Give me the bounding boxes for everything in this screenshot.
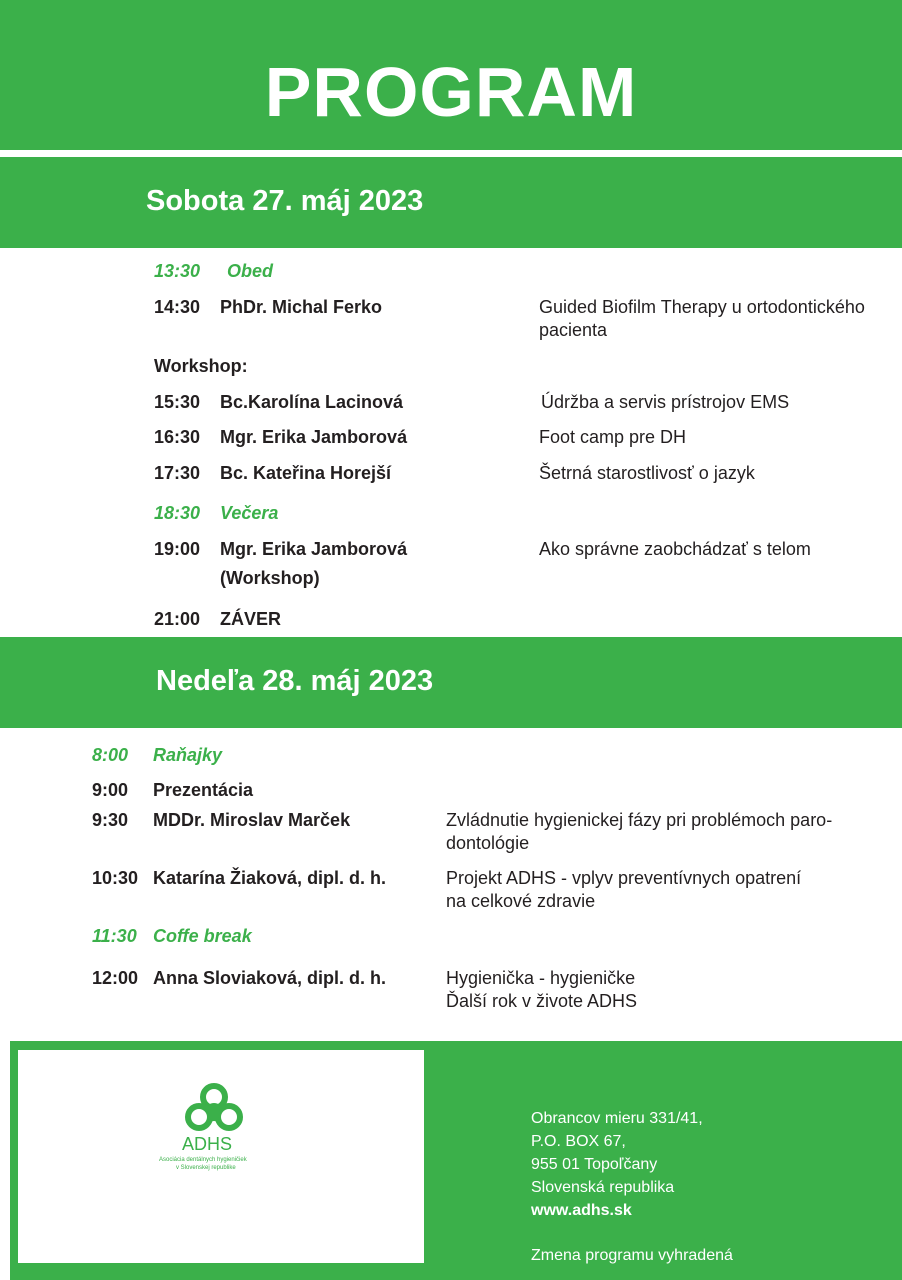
item-speaker: Bc. Kateřina Horejší bbox=[220, 463, 392, 483]
dinner-time: 18:30 bbox=[154, 503, 201, 523]
item-speaker: Prezentácia bbox=[153, 780, 254, 800]
day2-heading: Nedeľa 28. máj 2023 bbox=[156, 665, 434, 697]
item-time: 9:00 bbox=[92, 780, 129, 800]
address-line: P.O. BOX 67, bbox=[531, 1133, 626, 1150]
program-note: Zmena programu vyhradená bbox=[531, 1247, 733, 1264]
logo-panel bbox=[18, 1050, 424, 1263]
item-topic-cont: dontológie bbox=[446, 833, 530, 853]
breakfast-label: Raňajky bbox=[153, 745, 223, 765]
item-time: 14:30 bbox=[154, 297, 201, 317]
item-topic-cont: pacienta bbox=[539, 320, 608, 340]
item-speaker: PhDr. Michal Ferko bbox=[220, 297, 383, 317]
address-line: Obrancov mieru 331/41, bbox=[531, 1110, 703, 1127]
item-speaker: Katarína Žiaková, dipl. d. h. bbox=[153, 868, 387, 888]
logo-name: ADHS bbox=[182, 1134, 233, 1154]
dinner-label: Večera bbox=[220, 503, 279, 523]
item-topic: Údržba a servis prístrojov EMS bbox=[541, 392, 790, 412]
item-topic: Guided Biofilm Therapy u ortodontického bbox=[539, 297, 865, 317]
item-time: 16:30 bbox=[154, 427, 201, 447]
day2-band bbox=[0, 637, 902, 728]
day1-band bbox=[0, 157, 902, 248]
item-topic: Foot camp pre DH bbox=[539, 427, 687, 447]
lunch-label: Obed bbox=[227, 261, 274, 281]
item-time: 9:30 bbox=[92, 810, 129, 830]
page-title: PROGRAM bbox=[264, 53, 638, 131]
logo-subtitle: v Slovenskej republike bbox=[176, 1165, 236, 1171]
item-speaker-cont: (Workshop) bbox=[220, 568, 320, 588]
item-speaker: Mgr. Erika Jamborová bbox=[220, 427, 408, 447]
day1-heading: Sobota 27. máj 2023 bbox=[146, 185, 424, 217]
coffee-time: 11:30 bbox=[92, 926, 137, 946]
breakfast-time: 8:00 bbox=[92, 745, 129, 765]
item-topic-cont: Ďalší rok v živote ADHS bbox=[446, 991, 638, 1011]
item-time: 12:00 bbox=[92, 968, 139, 988]
address-line: Slovenská republika bbox=[531, 1179, 675, 1196]
item-speaker: Anna Sloviaková, dipl. d. h. bbox=[153, 968, 387, 988]
address-line: 955 01 Topoľčany bbox=[531, 1156, 658, 1173]
workshop-label: Workshop: bbox=[154, 356, 248, 376]
item-time: 17:30 bbox=[154, 463, 201, 483]
item-topic: Šetrná starostlivosť o jazyk bbox=[539, 463, 755, 483]
website-link[interactable]: www.adhs.sk bbox=[531, 1202, 632, 1219]
item-time: 21:00 bbox=[154, 609, 201, 629]
coffee-label: Coffe break bbox=[153, 926, 252, 946]
item-time: 19:00 bbox=[154, 539, 201, 559]
item-time: 15:30 bbox=[154, 392, 201, 412]
item-topic: Zvládnutie hygienickej fázy pri problémoch paro- bbox=[446, 810, 833, 830]
logo-subtitle: Asociácia dentálnych hygieničiek bbox=[159, 1157, 247, 1163]
lunch-time: 13:30 bbox=[154, 261, 201, 281]
item-speaker: MDDr. Miroslav Marček bbox=[153, 810, 351, 830]
item-topic-cont: na celkové zdravie bbox=[446, 891, 596, 911]
item-topic: Ako správne zaobchádzať s telom bbox=[539, 539, 811, 559]
item-topic: Projekt ADHS - vplyv preventívnych opatrení bbox=[446, 868, 802, 888]
item-topic: Hygienička - hygieničke bbox=[446, 968, 636, 988]
item-speaker: Mgr. Erika Jamborová bbox=[220, 539, 408, 559]
item-speaker: ZÁVER bbox=[220, 609, 282, 629]
item-speaker: Bc.Karolína Lacinová bbox=[220, 392, 404, 412]
item-time: 10:30 bbox=[92, 868, 139, 888]
adhs-logo-icon bbox=[184, 1083, 244, 1133]
